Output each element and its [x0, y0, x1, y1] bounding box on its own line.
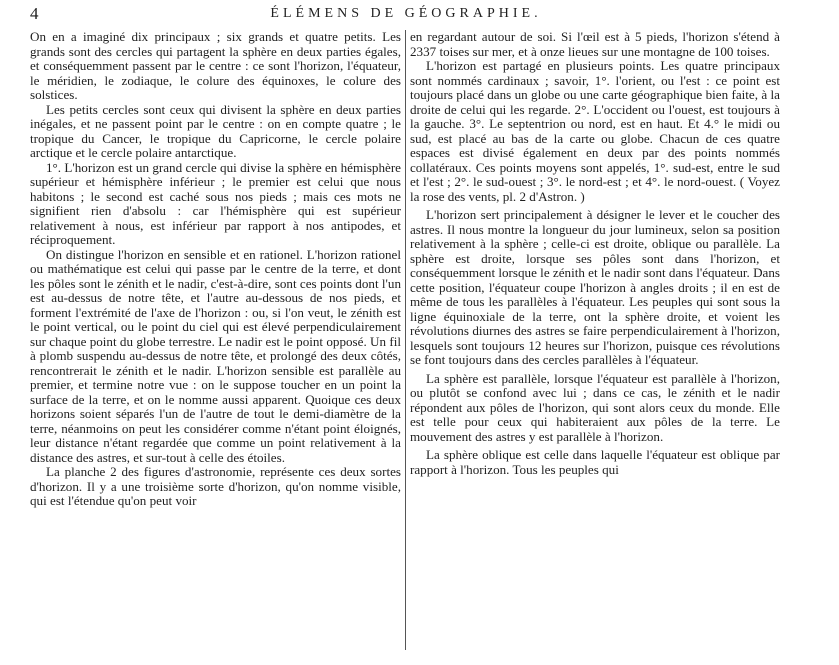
paragraph: en regardant autour de soi. Si l'œil est à 5 pieds, l'horizon s'étend à 2337 toises sur mer, et à onze lieues sur une montagne de 100 toises. [410, 30, 780, 59]
paragraph: Les petits cercles sont ceux qui divisent la sphère en deux parties inégales, et ne passent point par le centre : on en compte quatre ; le tropique du Cancer, le tropique du Capricorne, le cercle polaire arctique et le cercle polaire antarctique. [30, 101, 401, 160]
running-title: ÉLÉMENS DE GÉOGRAPHIE. [270, 6, 542, 21]
paragraph: On en a imaginé dix principaux ; six grands et quatre petits. Les grands sont des cercles qui partagent la sphère en deux parties égales, et conséquemment passent par le centre : ce sont l'horizon, l'équateur, le méridien, le zodiaque, le colure des équinoxes, le colure des solstices. [30, 30, 401, 102]
paragraph: L'horizon est partagé en plusieurs points. Les quatre principaux sont nommés cardinaux ; savoir, 1°. l'orient, ou l'est : ce point est toujours placé dans un globe ou une carte géographique bien faite, à la droite de celui qui les regarde. 2°. L'occident ou l'ouest, est toujours à la gauche. 3°. Le septentrion ou nord, est en haut. Et 4.° le midi ou sud, est placé au bas de la carte ou globe. Chacun de ces quatre espaces est divisé également en deux par des points nommés collatéraux. Ces points moyens sont appelés, 1°. sud-est, entre le sud et l'est ; 2°. le sud-ouest ; 3°. le nord-est ; et 4°. le nord-ouest. ( Voyez la rose des vents, pl. 2 d'Astron. ) [410, 58, 780, 204]
paragraph: On distingue l'horizon en sensible et en rationel. L'horizon rationel ou mathématique est celui qui passe par le centre de la terre, et dont les pôles sont le zénith et le nadir, c'est-à-dire, sont ces points dont l'un est au-dessus de notre tête, et l'autre au-dessous de nos pieds, et forment l'extrémité de l'axe de l'horizon : ou, si l'on veut, le zénith est le point vertical, ou le point du ciel qui est élevé perpendiculairement sur chaque point du globe terrestre. Le nadir est le point opposé. Un fil à plomb suspendu au-dessus de notre tête, et prolongé des deux côtés, rencontrerait le zénith et le nadir. L'horizon sensible est parallèle au premier, et termine notre vue : on le suppose toucher en un point la surface de la terre, et on le nomme aussi apparent. Quoique ces deux horizons soient séparés l'un de l'autre de tout le demi-diamètre de la terre, néanmoins on peut les considérer comme n'étant point éloignés, leur distance n'étant regardée que comme un point relativement à la distance des astres, et sur-tout à celle des étoiles. [30, 246, 401, 465]
page-number: 4 [30, 4, 39, 23]
right-column [405, 30, 780, 650]
paragraph: La planche 2 des figures d'astronomie, représente ces deux sortes d'horizon. Il y a une troisième sorte d'horizon, qu'on nomme visible, qui est l'étendue qu'on peut voir [30, 464, 401, 508]
text-columns [30, 30, 782, 650]
paragraph: 1°. L'horizon est un grand cercle qui divise la sphère en hémisphère supérieur et hémisphère inférieur ; le premier est celui que nous habitons ; le second est caché sous nos pieds ; mais ces mots ne signifient rien d'absolu : car l'hémisphère qui est supérieur relativement à nous, est inférieur par rapport à nos antipodes, et réciproquement. [30, 159, 401, 247]
paragraph: L'horizon sert principalement à désigner le lever et le coucher des astres. Il nous montre la longueur du jour lumineux, selon sa position relativement à la sphère ; celle-ci est droite, oblique ou parallèle. La sphère est droite, lorsque ses pôles sont dans l'horizon, et conséquemment lorsque le zénith et le nadir sont dans l'équateur. Dans cette position, l'équateur coupe l'horizon à angles droits ; il en est de même de tous les parallèles à l'équateur. Les peuples qui sont sous la ligne équinoxiale de la terre, ont la sphère droite, et voient les révolutions diurnes des astres se faire perpendiculairement à l'horizon, lesquels sont toujours 12 heures sur l'horizon, puisque ces révolutions se font toujours dans des cercles parallèles à l'équateur. [410, 207, 780, 367]
left-column [30, 30, 405, 650]
paragraph: La sphère oblique est celle dans laquelle l'équateur est oblique par rapport à l'horizon. Tous les peuples qui [410, 447, 780, 477]
page-header [30, 0, 782, 28]
paragraph: La sphère est parallèle, lorsque l'équateur est parallèle à l'horizon, ou plutôt se confond avec lui ; dans ce cas, le zénith et le nadir répondent aux pôles de l'horizon, qui sont alors ceux du monde. Elle est telle pour ceux qui habiteraient aux pôles de la terre. Le mouvement des astres y est parallèle à l'horizon. [410, 370, 780, 444]
